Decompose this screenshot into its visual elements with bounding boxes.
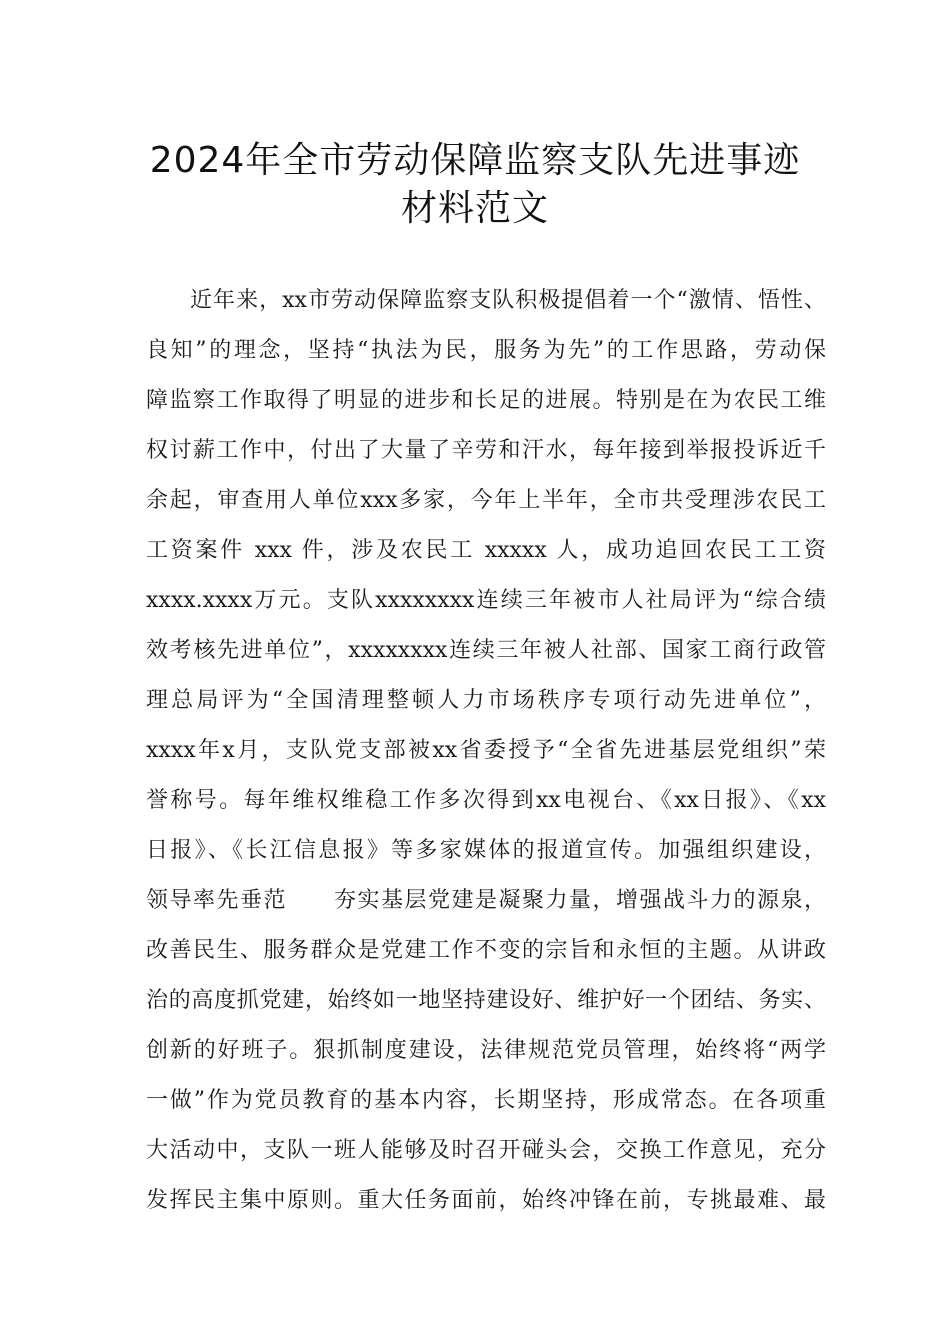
body-line: 近年来，xx市劳动保障监察支队积极提倡着一个“激情、悟性、 (190, 288, 826, 313)
body-line: 领导率先垂范 夯实基层党建是凝聚力量，增强战斗力的源泉， (146, 888, 826, 913)
body-line: xxxx年x月，支队党支部被xx省委授予“全省先进基层党组织”荣 (146, 738, 826, 763)
document-title-line-2: 材料范文 (400, 188, 549, 229)
body-line: 改善民生、服务群众是党建工作不变的宗旨和永恒的主题。从讲政 (146, 938, 826, 963)
body-line: 余起，审查用人单位xxx多家，今年上半年，全市共受理涉农民工 (146, 488, 826, 513)
body-line: xxxx.xxxx万元。支队xxxxxxxx连续三年被市人社局评为“综合绩 (146, 588, 826, 613)
body-line: 理总局评为“全国清理整顿人力市场秩序专项行动先进单位”， (146, 688, 826, 713)
body-line: 大活动中，支队一班人能够及时召开碰头会，交换工作意见，充分 (146, 1138, 826, 1163)
body-line: 障监察工作取得了明显的进步和长足的进展。特别是在为农民工维 (146, 388, 826, 413)
body-line: 工资案件 xxx 件，涉及农民工 xxxxx 人，成功追回农民工工资 (146, 538, 826, 563)
body-line: 一做”作为党员教育的基本内容，长期坚持，形成常态。在各项重 (146, 1088, 826, 1113)
body-line: 效考核先进单位”，xxxxxxxx连续三年被人社部、国家工商行政管 (146, 638, 826, 663)
body-line: 权讨薪工作中，付出了大量了辛劳和汗水，每年接到举报投诉近千 (146, 438, 826, 463)
body-line: 发挥民主集中原则。重大任务面前，始终冲锋在前，专挑最难、最 (146, 1188, 826, 1213)
body-line: 创新的好班子。狠抓制度建设，法律规范党员管理，始终将“两学 (146, 1038, 826, 1063)
body-line: 治的高度抓党建，始终如一地坚持建设好、维护好一个团结、务实、 (146, 988, 826, 1013)
document-title-line-1: 2024年全市劳动保障监察支队先进事迹 (149, 140, 801, 181)
body-line: 誉称号。每年维权维稳工作多次得到xx电视台、《xx日报》、《xx (146, 788, 826, 813)
body-line: 良知”的理念，坚持“执法为民，服务为先”的工作思路，劳动保 (146, 338, 826, 363)
body-line: 日报》、《长江信息报》等多家媒体的报道宣传。加强组织建设， (146, 838, 826, 863)
